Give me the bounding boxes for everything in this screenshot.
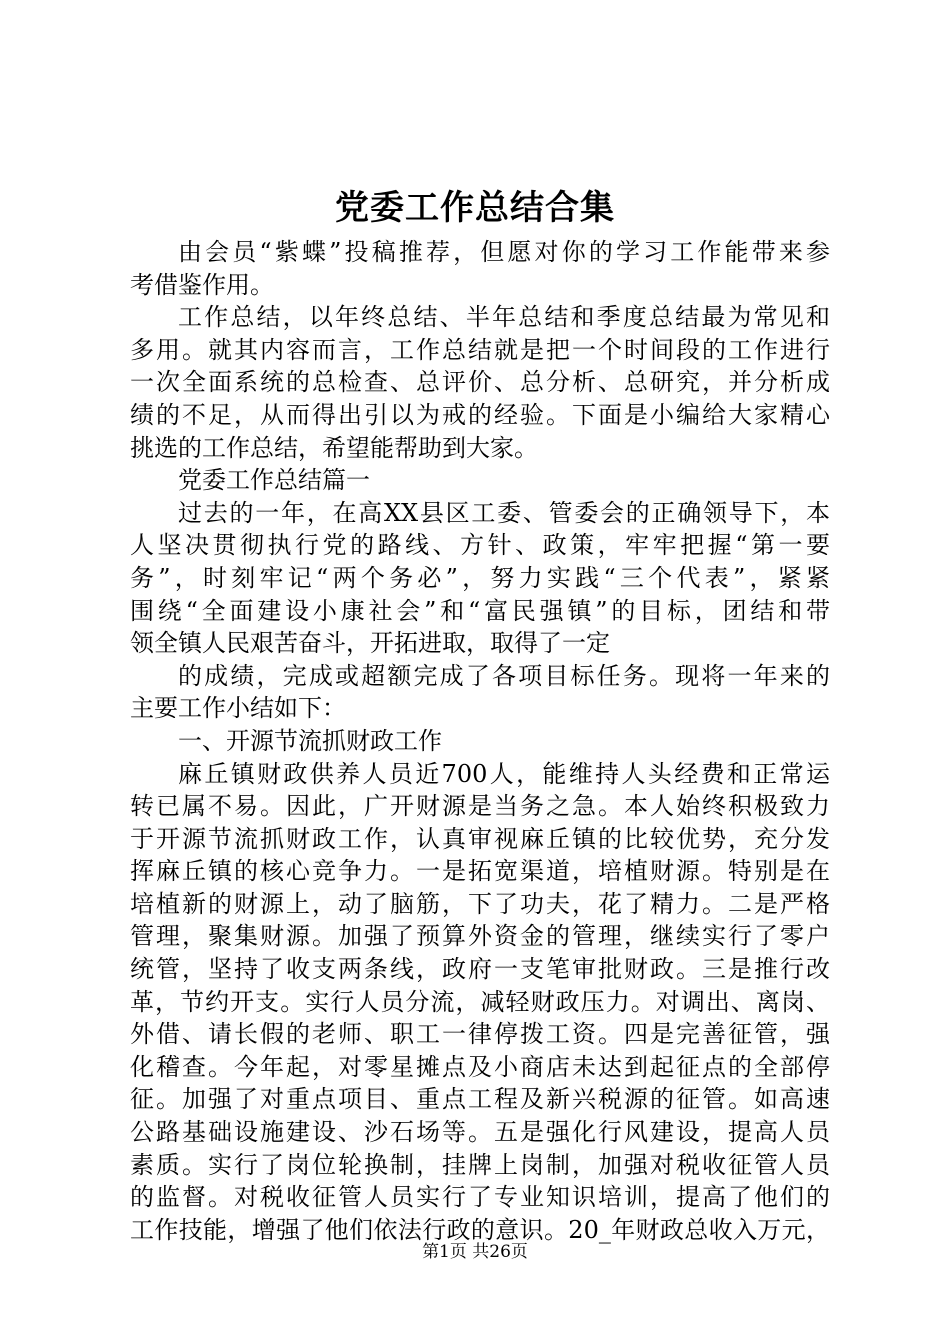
body-line: 于开源节流抓财政工作，认真审视麻丘镇的比较优势，充分发 <box>130 824 830 853</box>
body-line: 工作总结，以年终总结、半年总结和季度总结最为常见和 <box>178 303 830 332</box>
body-line: 考借鉴作用。 <box>130 270 274 299</box>
body-line: 主要工作小结如下： <box>130 694 346 723</box>
body-line: 化稽查。今年起，对零星摊点及小商店未达到起征点的全部停 <box>130 1052 830 1081</box>
body-line: 征。加强了对重点项目、重点工程及新兴税源的征管。如高速 <box>130 1085 830 1114</box>
document-title: 党委工作总结合集 <box>335 188 615 228</box>
section-heading: 党委工作总结篇一 <box>178 466 370 495</box>
body-line: 过去的一年，在高XX县区工委、管委会的正确领导下，本 <box>178 498 830 527</box>
body-line: 麻丘镇财政供养人员近700人，能维持人头经费和正常运 <box>178 759 830 788</box>
body-line: 务”，时刻牢记“两个务必”，努力实践“三个代表”，紧紧 <box>130 563 830 592</box>
body-line: 由会员“紫蝶”投稿推荐，但愿对你的学习工作能带来参 <box>178 238 830 266</box>
body-line: 培植新的财源上，动了脑筋，下了功夫，花了精力。二是严格 <box>130 889 830 918</box>
body-line: 统管，坚持了收支两条线，政府一支笔审批财政。三是推行改 <box>130 955 830 984</box>
body-line: 工作技能，增强了他们依法行政的意识。20_年财政总收入万元， <box>130 1215 830 1244</box>
body-line: 挑选的工作总结，希望能帮助到大家。 <box>130 433 538 462</box>
body-line: 围绕“全面建设小康社会”和“富民强镇”的目标，团结和带 <box>130 596 830 625</box>
body-line: 一次全面系统的总检查、总评价、总分析、总研究，并分析成 <box>130 368 830 397</box>
page-footer: 第1页 共26页 <box>422 1242 528 1262</box>
body-line: 的监督。对税收征管人员实行了专业知识培训，提高了他们的 <box>130 1183 830 1212</box>
body-line: 的成绩，完成或超额完成了各项目标任务。现将一年来的 <box>178 661 830 690</box>
document-body <box>130 236 830 1246</box>
section-heading: 一、开源节流抓财政工作 <box>178 726 442 755</box>
body-line: 革，节约开支。实行人员分流，减轻财政压力。对调出、离岗、 <box>130 987 830 1016</box>
body-line: 素质。实行了岗位轮换制，挂牌上岗制，加强对税收征管人员 <box>130 1150 830 1179</box>
body-line: 领全镇人民艰苦奋斗，开拓进取，取得了一定 <box>130 629 610 658</box>
body-line: 外借、请长假的老师、职工一律停拨工资。四是完善征管，强 <box>130 1020 830 1049</box>
body-line: 公路基础设施建设、沙石场等。五是强化行风建设，提高人员 <box>130 1118 830 1147</box>
body-line: 绩的不足，从而得出引以为戒的经验。下面是小编给大家精心 <box>130 400 830 429</box>
body-line: 人坚决贯彻执行党的路线、方针、政策，牢牢把握“第一要 <box>130 531 830 560</box>
body-line: 多用。就其内容而言，工作总结就是把一个时间段的工作进行 <box>130 335 830 364</box>
body-line: 挥麻丘镇的核心竞争力。一是拓宽渠道，培植财源。特别是在 <box>130 857 830 886</box>
body-line: 管理，聚集财源。加强了预算外资金的管理，继续实行了零户 <box>130 922 830 951</box>
body-line: 转已属不易。因此，广开财源是当务之急。本人始终积极致力 <box>130 792 830 821</box>
